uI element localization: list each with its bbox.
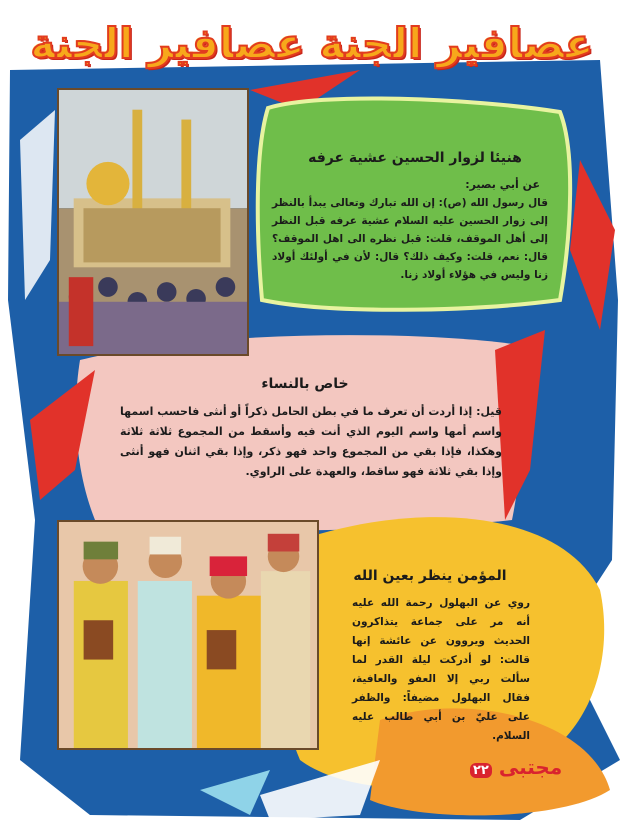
article2-body: قيل: إذا أردت أن تعرف ما في بطن الحامل ذكراً أو أنثى فاحسب اسمها واسم أمها واسم اليوم الذي أنت فيه وأسقط من المجموع ثلاثة ثلاثة وهكذا، فإذا بقي من المجموع واحد فهو ذكر، وإذا بقي اثنان فهو أنثى وإذا بقي ثلاثة فهو ساقط، والعهدة على الراوي. (120, 405, 502, 478)
article1-body: قال رسول الله (ص): إن الله تبارك وتعالى يبدأ بالنظر إلى زوار الحسين عليه السلام عشية عرفه قبل النظر إلى أهل الموقف، قلت: قبل نظره الى اهل الموقف؟ قال: نعم، قلت: وكيف ذلك؟ قال: لأن في أولئك أولاد زنا وليس في هؤلاء أولاد زنا. (272, 197, 548, 281)
article3-title: المؤمن ينظر بعين الله (353, 568, 507, 584)
page-number: ٢٢ (470, 763, 492, 778)
article1-source: عن أبي بصير: (465, 178, 540, 191)
article2-title: خاص بالنساء (261, 376, 349, 392)
article3-body: روي عن البهلول رحمة الله عليه أنه مر على جماعة يتذاكرون الحديث ويروون عن عائشة إنها قالت: لو أدركت ليلة القدر لما سألت ربي إلا العفو والعافية، فقال البهلول مضيفاً: والظفر على عليّ بن أبي طالب عليه السلام. (352, 597, 530, 742)
article1-title: هنيئا لزوار الحسين عشية عرفه (308, 150, 522, 166)
page-header-title: عصافير الجنة عصافير الجنة (30, 18, 594, 68)
magazine-logo-text: مجتبى (498, 755, 563, 779)
scholars-illustration (57, 520, 319, 750)
magazine-logo (470, 755, 562, 779)
shrine-illustration (57, 88, 249, 356)
